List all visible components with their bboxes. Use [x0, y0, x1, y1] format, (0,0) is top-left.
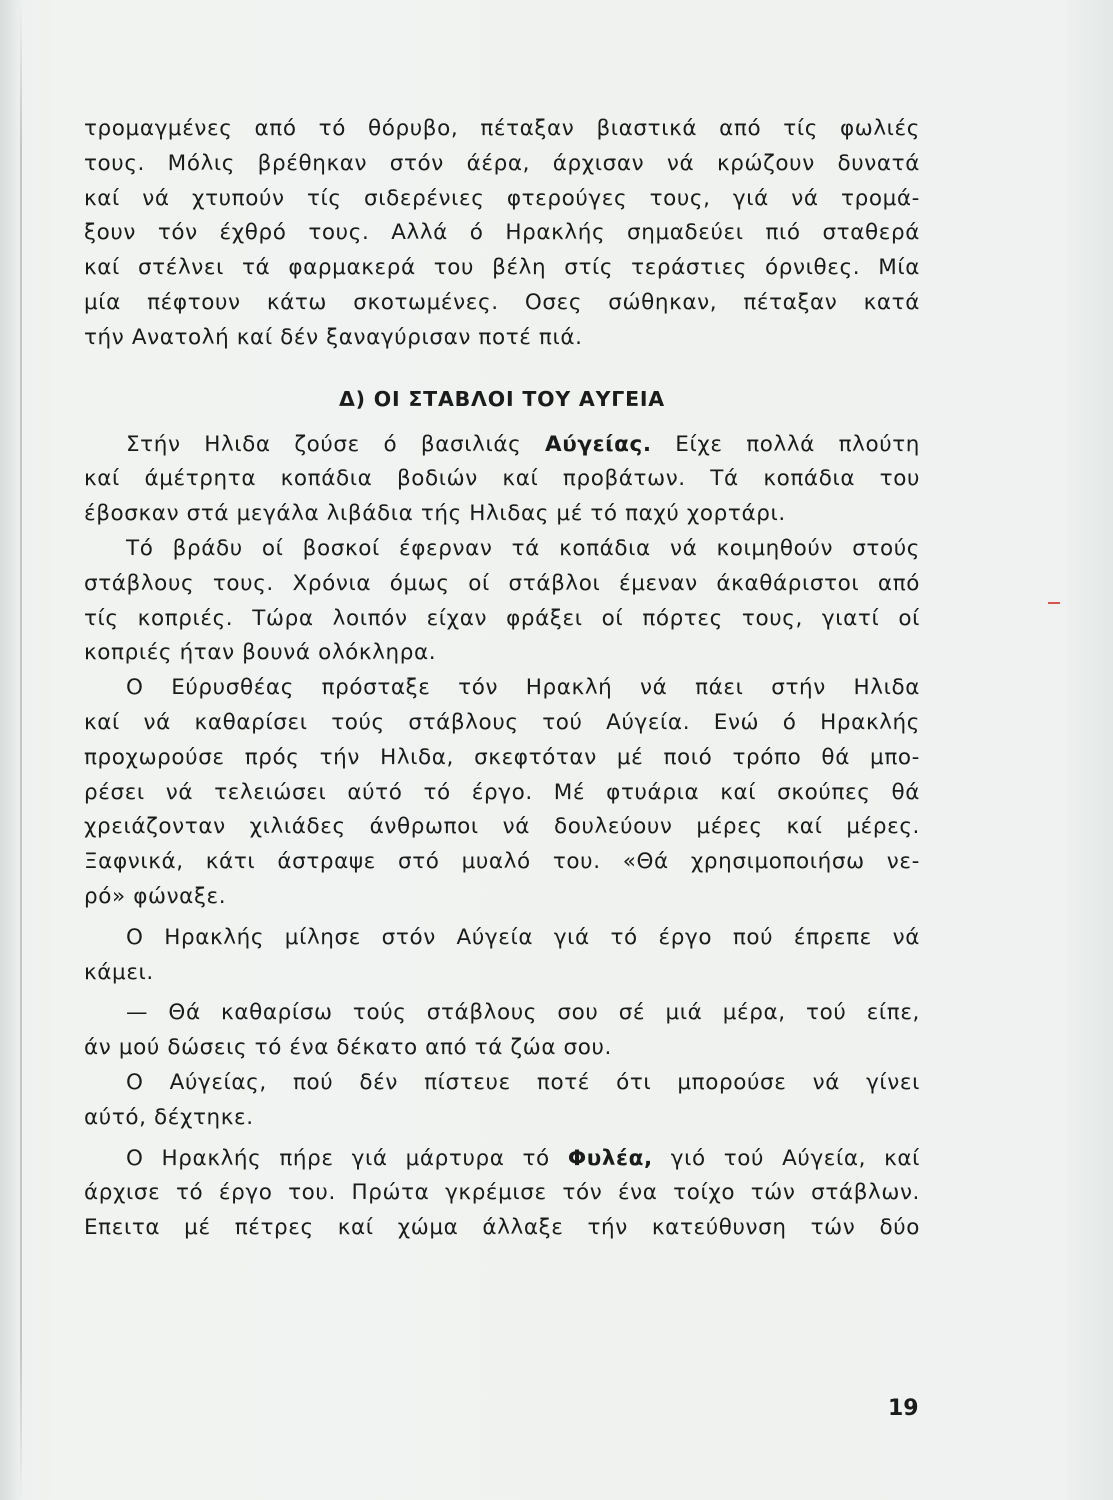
text-line: Ο Ηρακλής μίλησε στόν Αύγεία γιά τό έργο πού έπρεπε νά [126, 924, 920, 950]
text-line: ξουν τόν έχθρό τους. Αλλά ό Ηρακλής σημαδεύει πιό σταθερά [84, 220, 920, 246]
text-line: Τό βράδυ οί βοσκοί έφερναν τά κοπάδια νά κοιμηθούν στούς [126, 535, 920, 561]
text-line: έβοσκαν στά μεγάλα λιβάδια τής Ηλιδας μέ τό παχύ χορτάρι. [84, 501, 786, 527]
text-line: κοπριές ήταν βουνά ολόκληρα. [84, 640, 437, 666]
text-line: χρειάζονταν χιλιάδες άνθρωποι νά δουλεύουν μέρες καί μέρες. [84, 814, 920, 840]
text-line: ρό» φώναξε. [84, 883, 227, 909]
text-line: Ξαφνικά, κάτι άστραψε στό μυαλό του. «Θά χρησιμοποιήσω νε- [84, 849, 920, 875]
text-line: κάμει. [84, 959, 154, 985]
margin-mark [1048, 602, 1060, 604]
text-line: άρχισε τό έργο του. Πρώτα γκρέμισε τόν ένα τοίχο τών στάβλων. [84, 1180, 920, 1206]
text-line [84, 1142, 920, 1177]
text-line [84, 428, 920, 463]
king-name: Αύγείας. [544, 431, 652, 457]
text-fragment: γιό τού Αύγεία, καί [670, 1145, 920, 1171]
page-number: 19 [888, 1396, 919, 1421]
text-fragment: Είχε πολλά πλούτη [675, 431, 921, 457]
section-heading: Δ) ΟΙ ΣΤΑΒΛΟΙ ΤΟΥ ΑΥΓΕΙΑ [339, 386, 665, 411]
text-line: τήν Ανατολή καί δέν ξαναγύρισαν ποτέ πιά. [84, 324, 583, 350]
text-line: τίς κοπριές. Τώρα λοιπόν είχαν φράξει οί πόρτες τους, γιατί οί [84, 605, 920, 631]
text-line: στάβλους τους. Χρόνια όμως οί στάβλοι έμεναν άκαθάριστοι από [84, 570, 920, 596]
text-line: καί στέλνει τά φαρμακερά του βέλη στίς τεράστιες όρνιθες. Μία [84, 255, 920, 281]
text-line: άν μού δώσεις τό ένα δέκατο από τά ζώα σου. [84, 1035, 612, 1061]
binding-gutter [20, 0, 22, 1500]
text-line: τρομαγμένες από τό θόρυβο, πέταξαν βιαστικά από τίς φωλιές [84, 116, 920, 141]
text-line: καί νά χτυπούν τίς σιδερένιες φτερούγες τους, γιά νά τρομά- [84, 185, 920, 211]
text-line: Επειτα μέ πέτρες καί χώμα άλλαξε τήν κατεύθυνση τών δύο [84, 1215, 920, 1241]
son-name: Φυλέα, [567, 1145, 653, 1171]
text-line: καί άμέτρητα κοπάδια βοδιών καί προβάτων. Τά κοπάδια του [84, 466, 920, 492]
text-line: προχωρούσε πρός τήν Ηλιδα, σκεφτόταν μέ ποιό τρόπο θά μπο- [84, 744, 920, 770]
text-line: αύτό, δέχτηκε. [84, 1104, 254, 1130]
text-line: καί νά καθαρίσει τούς στάβλους τού Αύγεία. Ενώ ό Ηρακλής [84, 709, 920, 735]
text-line: Ο Αύγείας, πού δέν πίστευε ποτέ ότι μπορούσε νά γίνει [126, 1069, 920, 1095]
text-line: μία πέφτουν κάτω σκοτωμένες. Οσες σώθηκαν, πέταξαν κατά [84, 289, 920, 315]
text-fragment: Στήν Ηλιδα ζούσε ό βασιλιάς [126, 431, 522, 457]
text-line: ρέσει νά τελειώσει αύτό τό έργο. Μέ φτυάρια καί σκούπες θά [84, 779, 920, 805]
page-text [84, 112, 920, 1246]
text-line: — Θά καθαρίσω τούς στάβλους σου σέ μιά μέρα, τού είπε, [126, 1000, 920, 1026]
text-line: τους. Μόλις βρέθηκαν στόν άέρα, άρχισαν νά κρώζουν δυνατά [84, 150, 920, 176]
text-fragment: Ο Ηρακλής πήρε γιά μάρτυρα τό [126, 1145, 550, 1171]
text-line: Ο Εύρυσθέας πρόσταξε τόν Ηρακλή νά πάει στήν Ηλιδα [126, 675, 920, 701]
